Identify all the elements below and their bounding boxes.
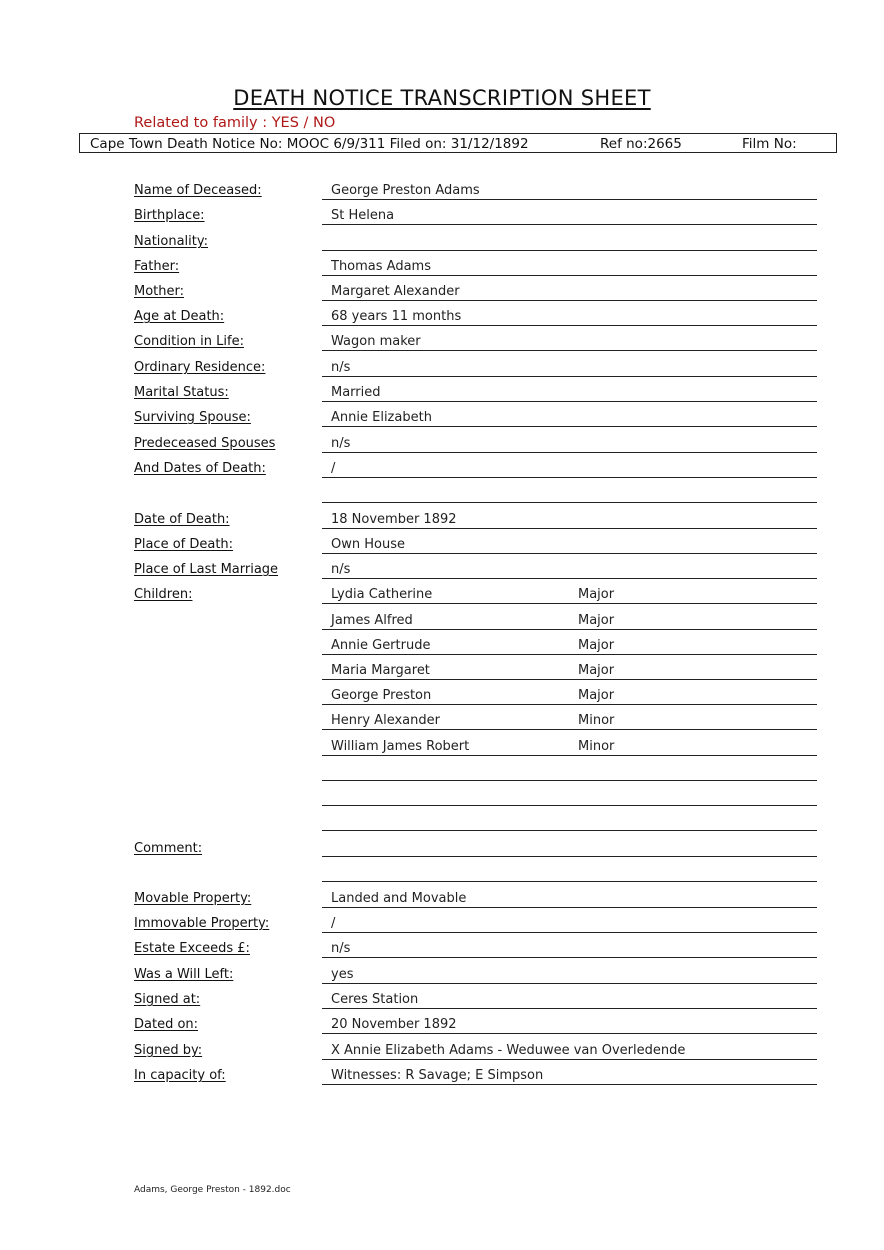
label-signed-at: Signed at: [134,992,201,1007]
field-line [322,957,817,958]
label-age: Age at Death: [134,309,225,324]
label-predeceased: Predeceased Spouses [134,436,276,451]
value-birthplace: St Helena [331,208,395,223]
label-nationality: Nationality: [134,234,209,249]
label-estate: Estate Exceeds £: [134,941,250,956]
value-estate: n/s [331,941,351,956]
field-line [322,907,817,908]
child-status: Major [578,587,615,602]
child-status: Major [578,638,615,653]
field-line [322,528,817,529]
label-mother: Mother: [134,284,185,299]
field-line [322,856,817,857]
child-status: Major [578,663,615,678]
label-immovable: Immovable Property: [134,916,270,931]
field-line [322,199,817,200]
value-name: George Preston Adams [331,183,480,198]
label-will: Was a Will Left: [134,967,234,982]
label-last-marriage: Place of Last Marriage [134,562,279,577]
value-spouse: Annie Elizabeth [331,410,432,425]
ref-number: Ref no:2665 [600,136,682,152]
value-marital: Married [331,385,381,400]
label-signed-by: Signed by: [134,1043,203,1058]
field-line [322,553,817,554]
label-condition: Condition in Life: [134,334,244,349]
field-line [322,224,817,225]
label-residence: Ordinary Residence: [134,360,266,375]
field-line [322,729,817,730]
value-mother: Margaret Alexander [331,284,460,299]
field-line [322,780,817,781]
value-date-of-death: 18 November 1892 [331,512,457,527]
label-date-of-death: Date of Death: [134,512,230,527]
value-residence: n/s [331,360,351,375]
value-place-of-death: Own House [331,537,405,552]
label-comment: Comment: [134,841,203,856]
reference-box [79,133,837,153]
film-number: Film No: [742,136,797,152]
field-line [322,250,817,251]
child-name: Lydia Catherine [331,587,433,602]
child-status: Minor [578,739,615,754]
child-name: Henry Alexander [331,713,440,728]
label-father: Father: [134,259,180,274]
value-will: yes [331,967,354,982]
field-line [322,376,817,377]
child-name: William James Robert [331,739,470,754]
field-line [322,983,817,984]
label-capacity: In capacity of: [134,1068,226,1083]
child-status: Major [578,613,615,628]
field-line [322,654,817,655]
field-line [322,1084,817,1085]
field-line [322,275,817,276]
value-dated-on: 20 November 1892 [331,1017,457,1032]
field-line [322,932,817,933]
value-last-marriage: n/s [331,562,351,577]
field-line [322,679,817,680]
value-predeceased: n/s [331,436,351,451]
field-line [322,477,817,478]
field-line [322,300,817,301]
label-children: Children: [134,587,193,602]
label-movable: Movable Property: [134,891,252,906]
child-name: Annie Gertrude [331,638,431,653]
label-place-of-death: Place of Death: [134,537,234,552]
value-movable: Landed and Movable [331,891,467,906]
field-line [322,401,817,402]
value-signed-at: Ceres Station [331,992,419,1007]
field-line [322,502,817,503]
field-line [322,704,817,705]
field-line [322,830,817,831]
field-line [322,603,817,604]
field-line [322,755,817,756]
value-signed-by: X Annie Elizabeth Adams - Weduwee van Overledende [331,1043,686,1058]
field-line [322,325,817,326]
field-line [322,1033,817,1034]
child-name: George Preston [331,688,432,703]
field-line [322,452,817,453]
notice-number: Cape Town Death Notice No: MOOC 6/9/311 Filed on: 31/12/1892 [90,136,529,152]
value-dates-of-death: / [331,461,336,476]
field-line [322,629,817,630]
footer-filename: Adams, George Preston - 1892.doc [134,1185,291,1195]
child-status: Major [578,688,615,703]
child-name: Maria Margaret [331,663,430,678]
child-status: Minor [578,713,615,728]
field-line [322,881,817,882]
page-title: DEATH NOTICE TRANSCRIPTION SHEET [233,86,651,110]
field-line [322,426,817,427]
value-age: 68 years 11 months [331,309,462,324]
field-line [322,1059,817,1060]
related-to-family: Related to family : YES / NO [134,115,336,131]
field-line [322,350,817,351]
value-condition: Wagon maker [331,334,421,349]
field-line [322,578,817,579]
label-birthplace: Birthplace: [134,208,205,223]
label-dated-on: Dated on: [134,1017,199,1032]
value-father: Thomas Adams [331,259,431,274]
child-name: James Alfred [331,613,413,628]
label-spouse: Surviving Spouse: [134,410,251,425]
field-line [322,1008,817,1009]
value-capacity: Witnesses: R Savage; E Simpson [331,1068,544,1083]
label-marital: Marital Status: [134,385,229,400]
label-dates-of-death: And Dates of Death: [134,461,266,476]
value-immovable: / [331,916,336,931]
field-line [322,805,817,806]
label-name: Name of Deceased: [134,183,262,198]
